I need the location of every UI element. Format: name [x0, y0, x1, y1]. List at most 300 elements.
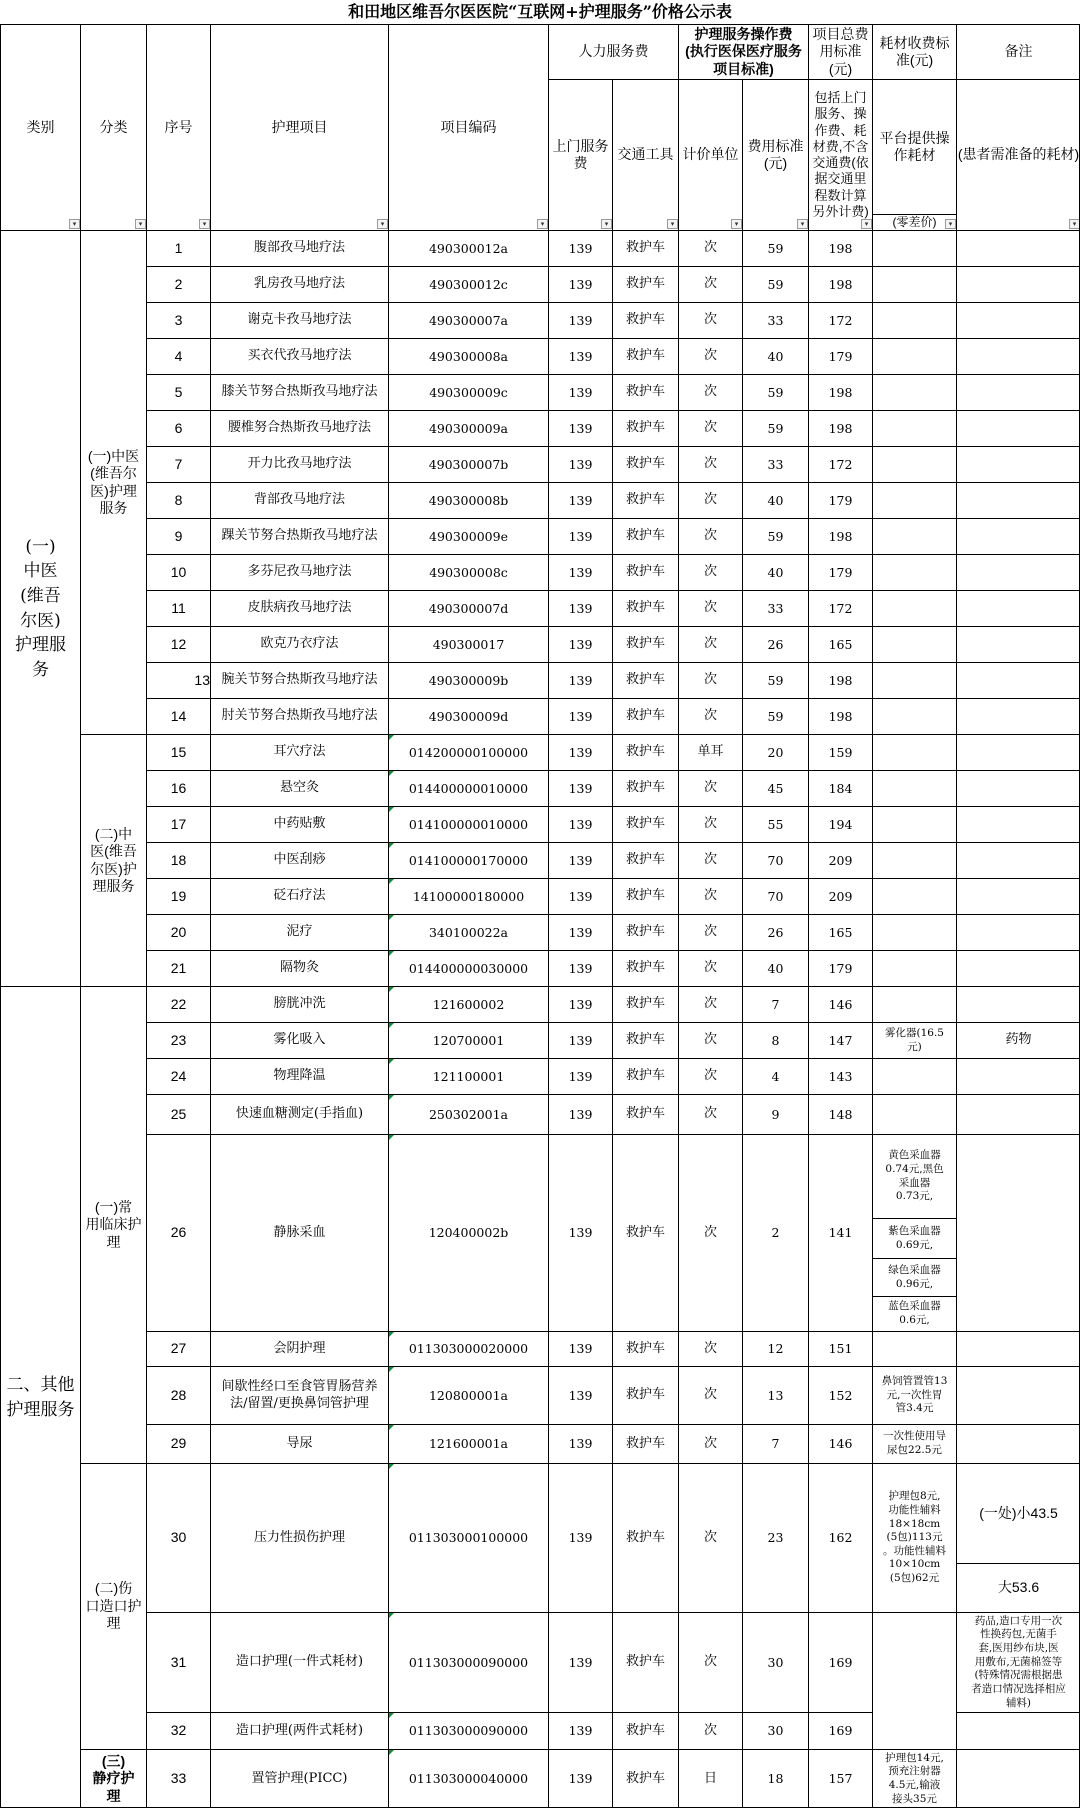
row-material	[872, 338, 956, 374]
row-total: 179	[808, 554, 872, 590]
row-seq: 28	[146, 1366, 210, 1424]
row-material	[872, 302, 956, 338]
row-code: 14100000180000	[388, 878, 548, 914]
row-visit-fee: 139	[548, 1134, 612, 1331]
row-fee: 59	[742, 518, 808, 554]
row-visit-fee: 139	[548, 1712, 612, 1749]
row-transport: 救护车	[612, 1134, 678, 1331]
row-seq: 3	[146, 302, 210, 338]
row-visit-fee: 139	[548, 878, 612, 914]
row-transport: 救护车	[612, 482, 678, 518]
row-unit: 次	[678, 698, 742, 734]
page-title: 和田地区维吾尔医医院“互联网+护理服务”价格公示表	[348, 2, 732, 21]
column-filter-button[interactable]: ▾	[667, 219, 678, 229]
row-unit: 次	[678, 554, 742, 590]
row-material	[872, 770, 956, 806]
row-code: 250302001a	[388, 1094, 548, 1134]
row-fee: 20	[742, 734, 808, 770]
row-material: 护理包14元, 预充注射器 4.5元,输液 接头35元	[872, 1749, 956, 1808]
cell-comment-marker	[389, 1613, 394, 1618]
row-unit: 次	[678, 518, 742, 554]
row-visit-fee: 139	[548, 1022, 612, 1058]
row-code: 490300009a	[388, 410, 548, 446]
row-remark	[956, 662, 1080, 698]
row-code: 490300009b	[388, 662, 548, 698]
row-fee: 2	[742, 1134, 808, 1331]
row-fee: 59	[742, 266, 808, 302]
row-code: 014200000100000	[388, 734, 548, 770]
cell-comment-marker	[389, 1425, 394, 1430]
row-remark	[956, 1712, 1080, 1749]
row-seq: 21	[146, 950, 210, 986]
row-transport: 救护车	[612, 878, 678, 914]
row-visit-fee: 139	[548, 914, 612, 950]
row-seq: 15	[146, 734, 210, 770]
row-remark	[956, 770, 1080, 806]
row-seq: 25	[146, 1094, 210, 1134]
row-total: 209	[808, 842, 872, 878]
row-fee: 8	[742, 1022, 808, 1058]
row-visit-fee: 139	[548, 698, 612, 734]
row-code: 014400000030000	[388, 950, 548, 986]
row-visit-fee: 139	[548, 1366, 612, 1424]
row-unit: 次	[678, 1366, 742, 1424]
header-remark-desc: (患者需准备的耗材)	[956, 79, 1080, 230]
row-code: 490300012c	[388, 266, 548, 302]
row-unit: 次	[678, 266, 742, 302]
row-code: 490300007b	[388, 446, 548, 482]
row-seq: 32	[146, 1712, 210, 1749]
row-code: 011303000020000	[388, 1331, 548, 1366]
row-remark	[956, 986, 1080, 1022]
row-fee: 40	[742, 950, 808, 986]
row-code: 490300009c	[388, 374, 548, 410]
row-transport: 救护车	[612, 302, 678, 338]
row-material	[872, 806, 956, 842]
row-transport: 救护车	[612, 1366, 678, 1424]
column-filter-button[interactable]: ▾	[377, 219, 388, 229]
row-seq: 16	[146, 770, 210, 806]
row-fee: 7	[742, 1424, 808, 1463]
header-remark-top: 备注	[956, 24, 1080, 79]
row-remark	[956, 518, 1080, 554]
row-item: 造口护理(两件式耗材)	[210, 1712, 388, 1749]
column-filter-button[interactable]: ▾	[537, 219, 548, 229]
row-visit-fee: 139	[548, 734, 612, 770]
row-unit: 次	[678, 1712, 742, 1749]
row-fee: 33	[742, 446, 808, 482]
row-unit: 次	[678, 914, 742, 950]
row-material	[872, 1331, 956, 1366]
row-transport: 救护车	[612, 986, 678, 1022]
row-seq: 31	[146, 1612, 210, 1712]
row-item: 导尿	[210, 1424, 388, 1463]
row-fee: 70	[742, 842, 808, 878]
row-material	[872, 662, 956, 698]
row-visit-fee: 139	[548, 1463, 612, 1612]
row-material	[872, 842, 956, 878]
row-total: 198	[808, 266, 872, 302]
header-labor-group: 人力服务费	[548, 24, 678, 79]
row-fee: 59	[742, 698, 808, 734]
row-item: 腹部孜马地疗法	[210, 230, 388, 266]
row-remark	[956, 878, 1080, 914]
row-material: 雾化器(16.5 元)	[872, 1022, 956, 1058]
row-seq: 27	[146, 1331, 210, 1366]
row-remark: (一处)小43.5	[956, 1463, 1080, 1563]
row-item: 悬空灸	[210, 770, 388, 806]
row-fee: 59	[742, 662, 808, 698]
row-seq: 24	[146, 1058, 210, 1094]
row-remark	[956, 1366, 1080, 1424]
row-item: 泥疗	[210, 914, 388, 950]
row-material: 紫色采血器 0.69元,	[872, 1218, 956, 1258]
subcategory-cell: (一)中医 (维吾尔 医)护理 服务	[80, 230, 146, 734]
category-other: 二、其他 护理服务	[0, 986, 80, 1808]
row-material	[872, 626, 956, 662]
row-material	[872, 230, 956, 266]
row-total: 169	[808, 1612, 872, 1712]
row-item: 欧克乃衣疗法	[210, 626, 388, 662]
subcategory-cell: (二)伤 口造口护 理	[80, 1463, 146, 1749]
row-unit: 单耳	[678, 734, 742, 770]
row-fee: 30	[742, 1712, 808, 1749]
row-fee: 33	[742, 590, 808, 626]
row-unit: 次	[678, 986, 742, 1022]
cell-comment-marker	[389, 807, 394, 812]
column-filter-button[interactable]: ▾	[601, 219, 612, 229]
row-code: 011303000090000	[388, 1712, 548, 1749]
row-remark	[956, 950, 1080, 986]
row-item: 背部孜马地疗法	[210, 482, 388, 518]
row-unit: 次	[678, 950, 742, 986]
column-filter-button[interactable]: ▾	[199, 219, 210, 229]
row-remark: 大53.6	[956, 1563, 1080, 1612]
row-unit: 日	[678, 1749, 742, 1808]
row-total: 184	[808, 770, 872, 806]
row-material	[872, 950, 956, 986]
row-seq: 14	[146, 698, 210, 734]
row-fee: 40	[742, 554, 808, 590]
cell-comment-marker	[389, 987, 394, 992]
row-item: 买衣代孜马地疗法	[210, 338, 388, 374]
row-remark	[956, 1134, 1080, 1331]
row-item: 腕关节努合热斯孜马地疗法	[210, 662, 388, 698]
row-visit-fee: 139	[548, 1749, 612, 1808]
row-visit-fee: 139	[548, 662, 612, 698]
row-item: 膝关节努合热斯孜马地疗法	[210, 374, 388, 410]
row-total: 172	[808, 590, 872, 626]
row-seq: 10	[146, 554, 210, 590]
cell-comment-marker	[389, 1367, 394, 1372]
row-code: 120400002b	[388, 1134, 548, 1331]
row-seq: 18	[146, 842, 210, 878]
row-item: 谢克卡孜马地疗法	[210, 302, 388, 338]
row-code: 490300012a	[388, 230, 548, 266]
row-item: 开力比孜马地疗法	[210, 446, 388, 482]
row-code: 121600001a	[388, 1424, 548, 1463]
row-item: 会阴护理	[210, 1331, 388, 1366]
row-remark	[956, 1331, 1080, 1366]
row-remark	[956, 410, 1080, 446]
row-transport: 救护车	[612, 662, 678, 698]
row-code: 120700001	[388, 1022, 548, 1058]
row-total: 146	[808, 1424, 872, 1463]
column-filter-button[interactable]: ▾	[1069, 219, 1080, 229]
cell-comment-marker	[389, 915, 394, 920]
row-transport: 救护车	[612, 842, 678, 878]
row-fee: 33	[742, 302, 808, 338]
row-material	[872, 446, 956, 482]
row-fee: 23	[742, 1463, 808, 1612]
row-remark	[956, 734, 1080, 770]
row-transport: 救护车	[612, 338, 678, 374]
row-unit: 次	[678, 374, 742, 410]
row-code: 121600002	[388, 986, 548, 1022]
row-visit-fee: 139	[548, 374, 612, 410]
row-visit-fee: 139	[548, 1058, 612, 1094]
row-unit: 次	[678, 446, 742, 482]
row-seq: 19	[146, 878, 210, 914]
row-item: 置管护理(PICC)	[210, 1749, 388, 1808]
row-seq: 9	[146, 518, 210, 554]
row-material	[872, 1094, 956, 1134]
row-material: 护理包8元, 功能性辅料 18×18cm (5包)113元 。功能性辅料 10×10cm (5包)62元	[872, 1463, 956, 1612]
row-fee: 70	[742, 878, 808, 914]
header-item: 护理项目	[210, 24, 388, 230]
row-visit-fee: 139	[548, 590, 612, 626]
row-visit-fee: 139	[548, 338, 612, 374]
row-fee: 40	[742, 482, 808, 518]
row-item: 多芬尼孜马地疗法	[210, 554, 388, 590]
row-remark	[956, 698, 1080, 734]
header-seq: 序号	[146, 24, 210, 230]
column-filter-button[interactable]: ▾	[797, 219, 808, 229]
cell-comment-marker	[389, 843, 394, 848]
column-filter-button[interactable]: ▾	[731, 219, 742, 229]
cell-comment-marker	[389, 1464, 394, 1469]
row-code: 011303000040000	[388, 1749, 548, 1808]
row-material	[872, 518, 956, 554]
row-remark	[956, 1424, 1080, 1463]
row-fee: 26	[742, 914, 808, 950]
row-seq: 11	[146, 590, 210, 626]
row-seq: 1	[146, 230, 210, 266]
row-code: 014400000010000	[388, 770, 548, 806]
header-subcategory: 分类	[80, 24, 146, 230]
header-ops-group: 护理服务操作费 (执行医保医疗服务项目标准)	[678, 24, 808, 79]
row-transport: 救护车	[612, 914, 678, 950]
category-tcm: (一) 中医 (维吾 尔医) 护理服 务	[0, 230, 80, 986]
row-remark	[956, 1094, 1080, 1134]
row-visit-fee: 139	[548, 266, 612, 302]
row-material	[872, 410, 956, 446]
row-total: 151	[808, 1331, 872, 1366]
row-unit: 次	[678, 338, 742, 374]
row-visit-fee: 139	[548, 806, 612, 842]
row-fee: 18	[742, 1749, 808, 1808]
row-fee: 13	[742, 1366, 808, 1424]
row-unit: 次	[678, 662, 742, 698]
row-seq: 20	[146, 914, 210, 950]
row-transport: 救护车	[612, 410, 678, 446]
cell-comment-marker	[389, 879, 394, 884]
row-transport: 救护车	[612, 806, 678, 842]
row-total: 162	[808, 1463, 872, 1612]
row-code: 490300009e	[388, 518, 548, 554]
cell-comment-marker	[389, 735, 394, 740]
row-code: 121100001	[388, 1058, 548, 1094]
row-visit-fee: 139	[548, 1331, 612, 1366]
row-fee: 59	[742, 410, 808, 446]
column-filter-button[interactable]: ▾	[135, 219, 146, 229]
row-code: 490300007d	[388, 590, 548, 626]
cell-comment-marker	[389, 1135, 394, 1140]
row-unit: 次	[678, 590, 742, 626]
row-remark	[956, 230, 1080, 266]
row-fee: 59	[742, 230, 808, 266]
row-transport: 救护车	[612, 1463, 678, 1612]
row-code: 490300017	[388, 626, 548, 662]
row-code: 490300007a	[388, 302, 548, 338]
row-total: 179	[808, 950, 872, 986]
row-total: 165	[808, 914, 872, 950]
row-unit: 次	[678, 1134, 742, 1331]
row-fee: 30	[742, 1612, 808, 1712]
row-material	[872, 986, 956, 1022]
row-visit-fee: 139	[548, 770, 612, 806]
row-item: 肘关节努合热斯孜马地疗法	[210, 698, 388, 734]
row-unit: 次	[678, 626, 742, 662]
row-visit-fee: 139	[548, 446, 612, 482]
row-remark	[956, 446, 1080, 482]
row-material	[872, 698, 956, 734]
row-transport: 救护车	[612, 698, 678, 734]
row-seq: 12	[146, 626, 210, 662]
row-unit: 次	[678, 1094, 742, 1134]
row-visit-fee: 139	[548, 842, 612, 878]
row-total: 179	[808, 338, 872, 374]
column-filter-button[interactable]: ▾	[945, 219, 956, 229]
row-seq: 23	[146, 1022, 210, 1058]
row-material	[872, 914, 956, 950]
row-remark	[956, 266, 1080, 302]
row-remark: 药品,造口专用一次 性换药包,无菌手 套,医用纱布块,医 用敷布,无菌棉签等 (特殊情况需根据患 者造口情况选择相应 辅料)	[956, 1612, 1080, 1712]
row-code: 490300008a	[388, 338, 548, 374]
row-material	[872, 374, 956, 410]
row-fee: 12	[742, 1331, 808, 1366]
row-transport: 救护车	[612, 626, 678, 662]
row-item: 物理降温	[210, 1058, 388, 1094]
row-remark	[956, 626, 1080, 662]
row-seq: 6	[146, 410, 210, 446]
row-transport: 救护车	[612, 1094, 678, 1134]
row-unit: 次	[678, 482, 742, 518]
row-total: 159	[808, 734, 872, 770]
row-remark	[956, 806, 1080, 842]
row-material	[872, 554, 956, 590]
row-transport: 救护车	[612, 446, 678, 482]
row-visit-fee: 139	[548, 482, 612, 518]
row-code: 340100022a	[388, 914, 548, 950]
row-transport: 救护车	[612, 1749, 678, 1808]
row-item: 造口护理(一件式耗材)	[210, 1612, 388, 1712]
header-visit-fee: 上门服务费	[548, 79, 612, 230]
row-remark	[956, 914, 1080, 950]
row-unit: 次	[678, 806, 742, 842]
row-code: 490300009d	[388, 698, 548, 734]
header-transport: 交通工具	[612, 79, 678, 230]
row-visit-fee: 139	[548, 950, 612, 986]
row-transport: 救护车	[612, 1712, 678, 1749]
row-total: 165	[808, 626, 872, 662]
row-transport: 救护车	[612, 1058, 678, 1094]
row-unit: 次	[678, 230, 742, 266]
row-code: 490300008c	[388, 554, 548, 590]
row-item: 静脉采血	[210, 1134, 388, 1331]
row-unit: 次	[678, 302, 742, 338]
row-visit-fee: 139	[548, 1612, 612, 1712]
cell-comment-marker	[389, 1332, 394, 1337]
subcategory-cell: (一)常 用临床护 理	[80, 986, 146, 1463]
row-visit-fee: 139	[548, 626, 612, 662]
row-unit: 次	[678, 1463, 742, 1612]
row-total: 198	[808, 410, 872, 446]
row-unit: 次	[678, 1424, 742, 1463]
row-seq: 5	[146, 374, 210, 410]
row-transport: 救护车	[612, 950, 678, 986]
row-seq: 26	[146, 1134, 210, 1331]
row-transport: 救护车	[612, 1022, 678, 1058]
row-seq: 13	[146, 662, 210, 698]
row-transport: 救护车	[612, 1331, 678, 1366]
row-seq: 4	[146, 338, 210, 374]
row-material	[872, 734, 956, 770]
column-filter-button[interactable]: ▾	[69, 219, 80, 229]
row-total: 172	[808, 446, 872, 482]
row-transport: 救护车	[612, 1612, 678, 1712]
row-visit-fee: 139	[548, 302, 612, 338]
row-item: 踝关节努合热斯孜马地疗法	[210, 518, 388, 554]
row-transport: 救护车	[612, 554, 678, 590]
header-total-top: 项目总费用标准(元)	[808, 24, 872, 79]
cell-comment-marker	[389, 1095, 394, 1100]
header-total-desc: 包括上门服务、操作费、耗材费,不含交通费(依据交通里程数计算另外计费)	[808, 79, 872, 230]
row-item: 乳房孜马地疗法	[210, 266, 388, 302]
row-material	[872, 1058, 956, 1094]
row-remark: 药物	[956, 1022, 1080, 1058]
row-remark	[956, 374, 1080, 410]
row-seq: 8	[146, 482, 210, 518]
cell-comment-marker	[389, 771, 394, 776]
row-total: 169	[808, 1712, 872, 1749]
header-material-note: (零差价)	[872, 214, 956, 230]
row-transport: 救护车	[612, 770, 678, 806]
row-fee: 7	[742, 986, 808, 1022]
cell-comment-marker	[389, 1713, 394, 1718]
row-seq: 30	[146, 1463, 210, 1612]
row-unit: 次	[678, 878, 742, 914]
cell-comment-marker	[389, 1059, 394, 1064]
column-filter-button[interactable]: ▾	[861, 219, 872, 229]
row-item: 隔物灸	[210, 950, 388, 986]
row-remark	[956, 302, 1080, 338]
row-fee: 26	[742, 626, 808, 662]
row-material: 黄色采血器 0.74元,黑色 采血器 0.73元,	[872, 1134, 956, 1218]
row-code: 011303000100000	[388, 1463, 548, 1612]
row-item: 耳穴疗法	[210, 734, 388, 770]
row-transport: 救护车	[612, 734, 678, 770]
